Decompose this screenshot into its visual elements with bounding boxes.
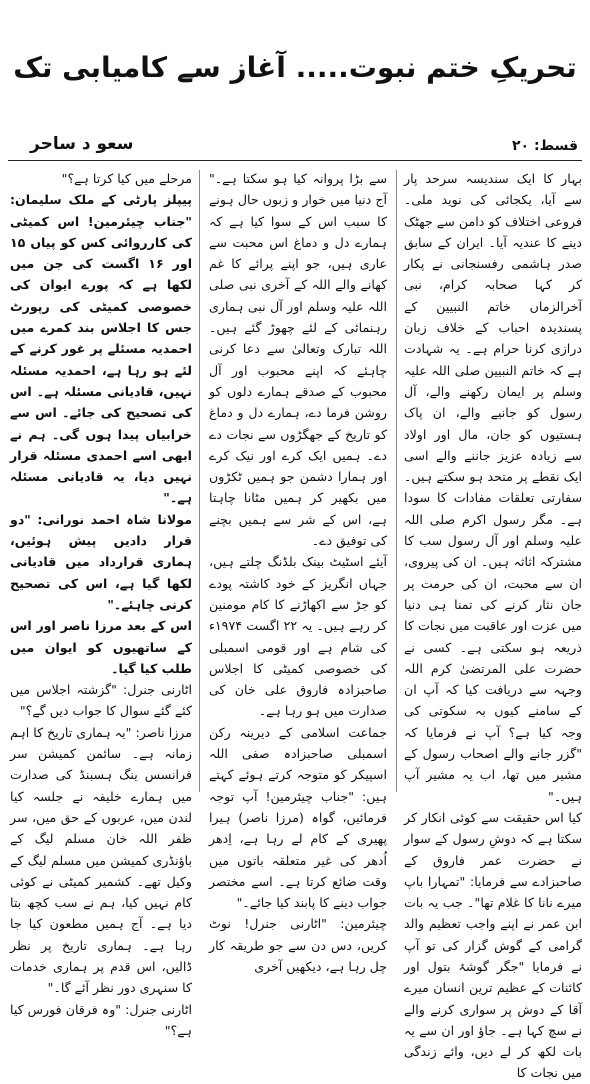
paragraph: اٹارنی جنرل: "گزشتہ اجلاس میں کئے گئے سوال کا جواب دیں گے؟"	[10, 682, 192, 719]
headline-text: تحریکِ ختم نبوت..... آغاز سے کامیابی تک	[13, 51, 577, 84]
paragraph: مرحلے میں کیا کرتا ہے؟"	[61, 171, 192, 186]
column-divider	[199, 170, 200, 792]
paragraph: کیا اس حقیقت سے کوئی انکار کر سکتا ہے کہ دوشِ رسول کے سوار نے حضرت عمر فاروق کے صاحبزادے سے فرمایا: "تمہارا باپ میرے نانا کا غلام تھا"۔ جب یہ بات ابن عمر نے اپنے واجب تعظیم والد گرامی کے گوش گزار کی تو آپ نے فرمایا "جگر گوشۂ بتول اور کائنات کے عظیم ترین انسان میرے آقا کے دوش پر سواری کرنے والے نے سچ کہا ہے۔ جاؤ اور ان سے یہ بات لکھ کر لے دیں، وائے زندگی میں نجات کا	[404, 809, 582, 1081]
paragraph: پیپلز پارٹی کے ملک سلیمان: "جناب چیئرمین! اس کمیٹی کی کارروائی کس کو پیاں ۱۵ اور ۱۶ اگست کی جن میں لکھا ہے کہ پورے ایوان کی خصوصی کمیٹی کی رپورٹ جس کا اجلاس بند کمرے میں احمدیہ مسئلے پر غور کرنے کے لئے ہو رہا ہے، احمدیہ مسئلہ نہیں، قادیانی مسئلہ ہے۔ اس کی تصحیح کی جائے۔ اس سے خرابیاں پیدا ہوں گی۔ ہم نے ابھی اسے احمدی مسئلہ قرار نہیں دیا، یہ قادیانی مسئلہ ہے۔"	[10, 192, 193, 506]
paragraph: بہار کا ایک سندیسہ سرحد پار سے آیا، یکجائی کی نوید ملی۔ فروعی اختلاف کو دامن سے جھٹک دینے کا عندیہ آیا۔ ایران کے سابق صدر ہاشمی رفسنجانی نے پکار کر کہا صحابہ کرام، نبی آخرالزماں خاتم النبیین کے پسندیدہ احباب کے خلاف زبان درازی کرنا حرام ہے۔ یہ شہادت ہے کہ خاتم النبیین صلی اللہ علیہ وسلم پر ایمان رکھنے والے، آل رسول کو جانیے والے، ان پاک ہستیوں کو جان، مال اور اولاد سے زیادہ عزیز جاننے والے اسی ایک نقطے پر متحد ہو سکتے ہیں۔ سفارتی تعلقات مفادات کا سودا ہے۔ مگر رسول اکرم صلی اللہ علیہ وسلم اور آل رسول سب کا مشترکہ اثاثہ ہیں۔ ان کی پیروی، ان سے محبت، ان کی حرمت پر جان نثار کرنے کی تمنا ہی دنیا میں عزت اور عاقبت میں نجات کا ذریعہ ہو سکتی ہے۔ کسی نے حضرت علی المرتضیٰ کرم اللہ وجہہ سے دریافت کیا کہ آپ ان کے سامنے کیوں بہ سکوتی کی وجہ کیا ہے؟ آپ نے فرمایا کہ "گزر جانے والے اصحاب رسول کے مشیر میں تھا، اب یہ مشیر آپ ہیں۔"	[404, 171, 582, 804]
episode-label: قسط: ۲۰	[512, 138, 578, 154]
paragraph: آیئے اسٹیٹ بینک بلڈنگ چلتے ہیں، جہاں انگریز کے خود کاشتہ پودے کو جڑ سے اکھاڑنے کا کام مومنین کر رہے ہیں۔ یہ ۲۲ اگست ۱۹۷۴ء کی شام ہے اور قومی اسمبلی کی خصوصی کمیٹی کا اجلاس صاحبزادہ فاروق علی خان کی صدارت میں ہو رہا ہے۔	[209, 554, 387, 719]
headline	[6, 14, 584, 122]
paragraph: مولانا شاہ احمد نورانی: "دو قرار دادیں پیش ہوئیں، ہماری قرارداد میں قادیانی لکھا گیا ہے، اس کی تصحیح کرنی چاہئے۔"	[10, 511, 192, 612]
paragraph: سے بڑا پروانہ کیا ہو سکتا ہے۔" آج دنیا میں خوار و زبوں حال ہونے کا سبب اس کے سوا کیا ہے کہ ہمارے دل و دماغ اس محبت سے عاری ہیں، جو اپنے پرائے کا غم کھانے والے اللہ کے آخری نبی صلی اللہ علیہ وسلم اور آل نبی ہماری رہنمائی کے لئے چھوڑ گئے ہیں۔ اللہ تبارک وتعالیٰ سے دعا کرنی چاہئے کہ اپنے محبوب اور آل محبوب کے صدقے ہمارے دلوں کو روشن فرما دے، ہمارے دل و دماغ کو تاریخ کے جھگڑوں سے نجات دے دے۔ ہمیں ایک کرے اور نیک کرے اور ہمارا دشمن جو ہمیں ٹکڑوں میں بکھیر کر ہمیں مٹانا چاہتا ہے، اس کے شر سے ہمیں بچنے کی توفیق دے۔	[209, 171, 387, 549]
column-2	[209, 168, 387, 974]
paragraph: چیئرمین: "اٹارنی جنرل! نوٹ کریں، دس دن سے جو طریقہ کار چل رہا ہے، دیکھیں آخری	[209, 916, 387, 974]
header-rule	[8, 160, 582, 161]
paragraph: جماعت اسلامی کے دیرینہ رکن اسمبلی صاحبزادہ صفی اللہ اسپیکر کو متوجہ کرتے ہوئے کہتے ہیں: "جناب چیئرمین! آپ توجہ فرمائیں، گواہ (مرزا ناصر) ہیرا پھیری کے کام لے رہا ہے، اِدھر اُدھر کی غیر متعلقہ باتوں میں وقت ضائع کرتا ہے۔ اسے مختصر جواب دینے کا پابند کیا جائے۔"	[209, 724, 387, 911]
paragraph: مرزا ناصر: "یہ ہماری تاریخ کا اہم زمانہ ہے۔ سائمن کمیشن سر فرانسس ینگ ہسبنڈ کی صدارت میں ہمارے خلیفہ نے جلسہ کیا لندن میں، عربوں کے حق میں، سر ظفر اللہ خان مسلم لیگ کے باؤنڈری کمیشن میں مسلم لیگ کے وکیل تھے۔ کشمیر کمیٹی نے کوئی کام نہیں کیا، ہم نے سب کچھ بتا دیا ہے۔ آج ہمیں مطعون کیا جا رہا ہے۔ ہماری تاریخ پر نظر ڈالیں، اس قدم پر ہماری خدمات کا سنہری دور نظر آئے گا۔"	[10, 724, 192, 996]
column-divider	[396, 170, 397, 792]
byline-row	[10, 134, 580, 158]
paragraph: اس کے بعد مرزا ناصر اور اس کے ساتھیوں کو ایوان میں طلب کیا گیا۔	[10, 618, 192, 676]
column-3	[10, 168, 193, 1038]
paragraph: اٹارنی جنرل: "وہ فرقان فورس کیا ہے؟"	[10, 1001, 192, 1038]
author-name: سعو د ساحر	[30, 134, 134, 154]
column-1	[404, 168, 582, 1081]
